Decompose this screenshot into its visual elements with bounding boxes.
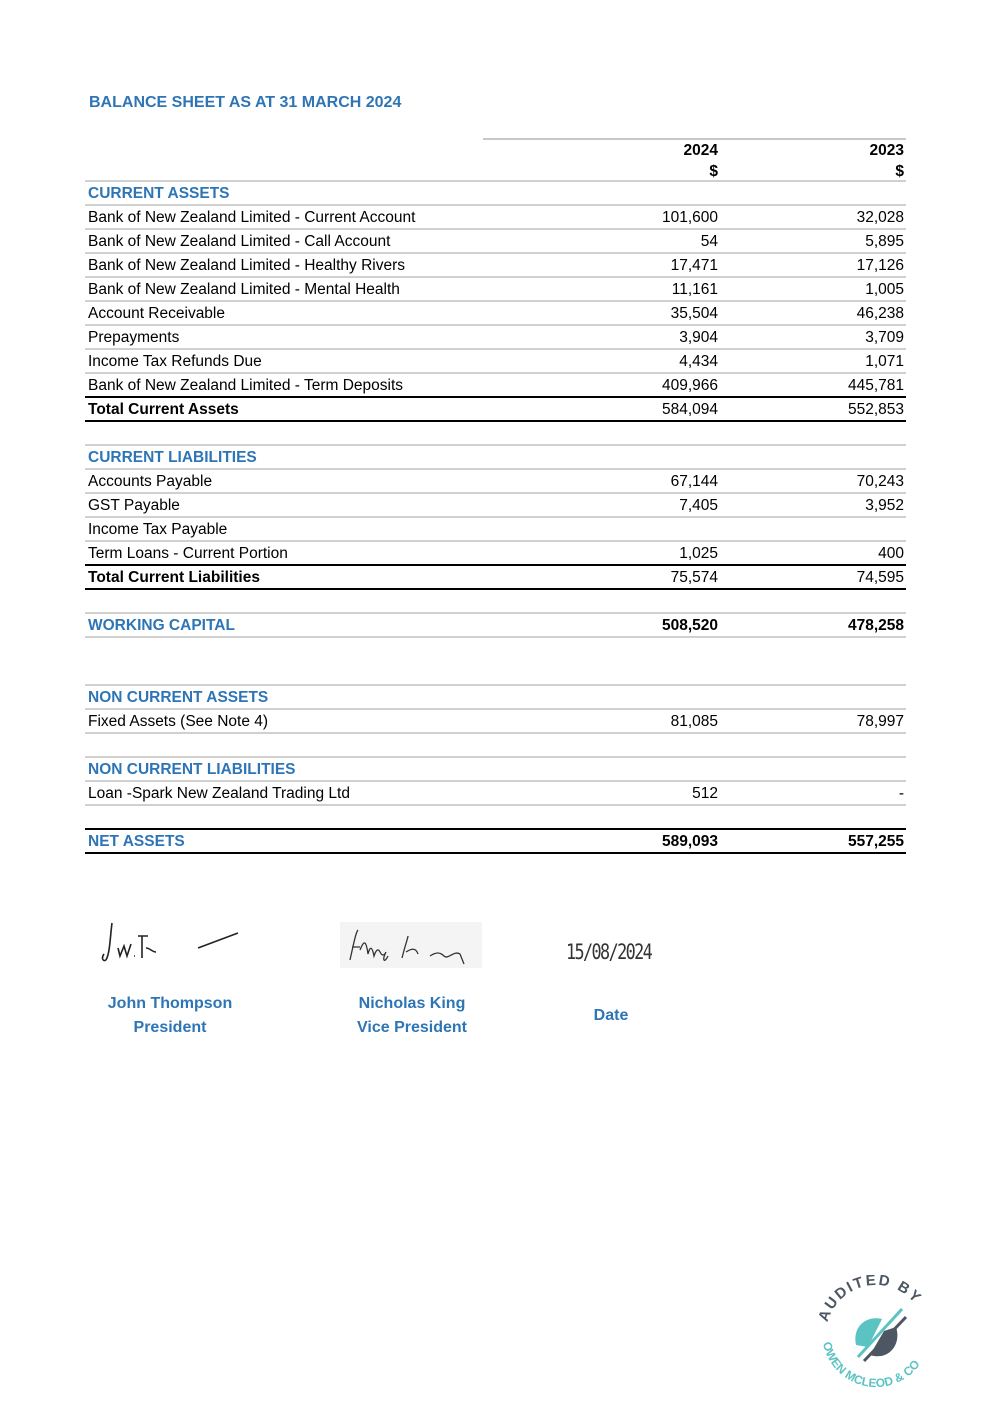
line-item-label: Bank of New Zealand Limited - Term Deposits [88,377,404,394]
value-2023: 400 [878,545,904,562]
column-header-row [85,140,906,182]
value-2024: 67,144 [670,473,718,490]
spacer-row [85,662,906,686]
line-item-row [85,254,906,278]
value-2024: 4,434 [679,353,718,370]
line-item-row: Fixed Assets (See Note 4) 81,085 78,997 [85,710,906,734]
svg-text:OWEN MCLEOD & CO: OWEN MCLEOD & CO [819,1340,923,1391]
vice-president-signatory: Nicholas King Vice President [357,995,467,1036]
president-signature [98,918,243,968]
value-2024: 7,405 [679,497,718,514]
line-item-label: Accounts Payable [88,473,213,490]
line-item-row [85,470,906,494]
vice-president-signature-box [340,922,482,968]
value-2023: 17,126 [856,257,904,274]
value-2024: 54 [700,233,718,250]
col-2023-header: 2023 $ [869,142,904,180]
total-row: Total Current Assets 584,094 552,853 [85,396,906,422]
line-item-row [85,518,906,542]
line-item-label: GST Payable [88,497,180,514]
line-item-label: Prepayments [88,329,180,346]
line-item-row [85,374,906,398]
spacer-row [85,806,906,830]
value-2024: 11,161 [671,281,718,298]
signature-date: 15/08/2024 [566,940,652,964]
audit-stamp-logo [808,1275,943,1400]
line-item-row [85,326,906,350]
line-item-row [85,494,906,518]
value-2023: 46,238 [856,305,904,322]
value-2024: 17,471 [670,257,718,274]
president-signatory: John Thompson President [107,995,233,1036]
spacer-row [85,590,906,614]
line-item-label: Term Loans - Current Portion [88,545,288,562]
line-item-row [85,206,906,230]
page-title: BALANCE SHEET AS AT 31 MARCH 2024 [89,94,402,111]
line-item-row [85,278,906,302]
net-assets-row: NET ASSETS 589,093 557,255 [85,828,906,854]
line-item-row: Loan -Spark New Zealand Trading Ltd 512 - [85,782,906,806]
vice-president-signature [340,922,482,968]
line-item-label: Income Tax Payable [88,521,228,538]
section-heading: NON CURRENT LIABILITIES [85,758,906,782]
total-row: Total Current Liabilities 75,574 74,595 [85,564,906,590]
line-item-row [85,302,906,326]
line-item-row [85,230,906,254]
value-2024: 101,600 [661,209,718,226]
value-2024: 1,025 [679,545,718,562]
section-heading: CURRENT LIABILITIES [85,446,906,470]
value-2024: 35,504 [670,305,718,322]
value-2023: 5,895 [865,233,904,250]
value-2023: 32,028 [856,209,904,226]
value-2023: 70,243 [856,473,904,490]
line-item-label: Bank of New Zealand Limited - Call Account [88,233,391,250]
line-item-label: Account Receivable [88,305,225,322]
working-capital-row: WORKING CAPITAL 508,520 478,258 [85,614,906,638]
value-2024: 409,966 [661,377,718,394]
line-item-label: Bank of New Zealand Limited - Healthy Rivers [88,257,406,274]
line-item-label: Bank of New Zealand Limited - Current Account [88,209,416,226]
spacer-row [85,734,906,758]
spacer-row [85,638,906,662]
col-2024-header: 2024 $ [683,142,718,180]
line-item-row [85,350,906,374]
svg-text:AUDITED BY: AUDITED BY [815,1275,926,1324]
line-item-label: Income Tax Refunds Due [88,353,262,370]
spacer-row [85,422,906,446]
date-label: Date [593,1007,629,1024]
value-2023: 3,952 [865,497,904,514]
section-heading: CURRENT ASSETS [85,182,906,206]
value-2023: 3,709 [865,329,904,346]
value-2023: 1,071 [865,353,904,370]
value-2024: 3,904 [679,329,718,346]
value-2023: 445,781 [847,377,904,394]
section-heading: NON CURRENT ASSETS [85,686,906,710]
balance-sheet-table [85,140,906,854]
value-2023: 1,005 [865,281,904,298]
line-item-label: Bank of New Zealand Limited - Mental Health [88,281,400,298]
line-item-row [85,542,906,566]
